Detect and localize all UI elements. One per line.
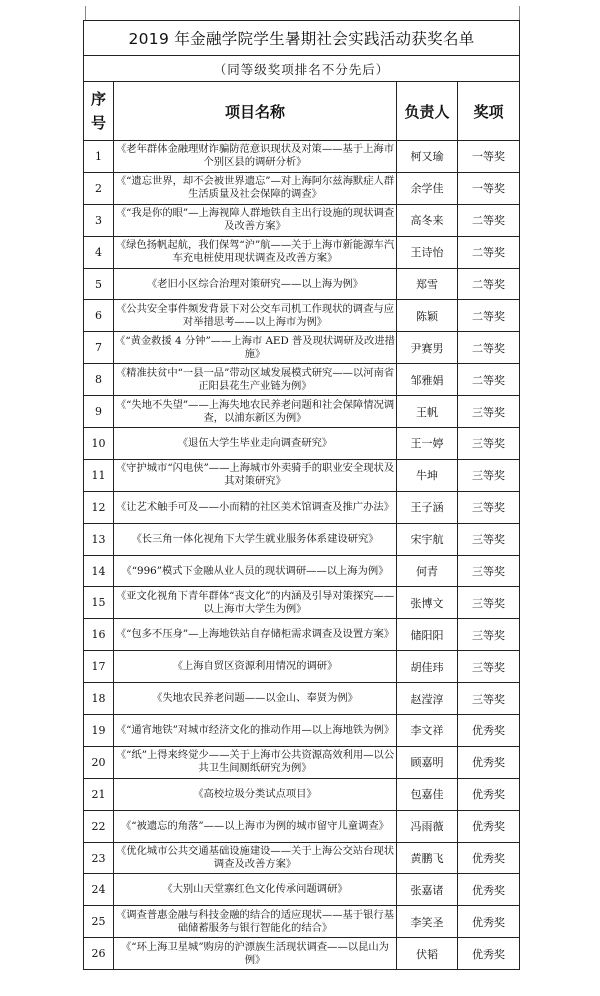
row-leader: 尹赛男 xyxy=(397,332,458,364)
table-row xyxy=(84,810,520,842)
row-award: 优秀奖 xyxy=(458,842,520,874)
row-number: 25 xyxy=(84,906,114,938)
row-project-name: 《“失地不失望”——上海失地农民养老问题和社会保障情况调查，以浦东新区为例》 xyxy=(114,396,397,428)
row-award: 三等奖 xyxy=(458,428,520,460)
row-number: 6 xyxy=(84,300,114,332)
row-number: 5 xyxy=(84,268,114,300)
row-award: 二等奖 xyxy=(458,236,520,268)
row-number: 1 xyxy=(84,141,114,173)
table-row xyxy=(84,364,520,396)
page-corner-mark-right xyxy=(519,6,520,20)
row-award: 二等奖 xyxy=(458,268,520,300)
row-leader: 冯雨薇 xyxy=(397,810,458,842)
row-number: 17 xyxy=(84,651,114,683)
row-leader: 陈颖 xyxy=(397,300,458,332)
table-row xyxy=(84,619,520,651)
row-project-name: 《守护城市“闪电侠”——上海城市外卖骑手的职业安全现状及其对策研究》 xyxy=(114,459,397,491)
row-project-name: 《“通宵地铁”对城市经济文化的推动作用—以上海地铁为例》 xyxy=(114,715,397,747)
row-award: 一等奖 xyxy=(458,172,520,204)
header-num: 序号 xyxy=(84,82,114,141)
row-project-name: 《高校垃圾分类试点项目》 xyxy=(114,778,397,810)
row-number: 23 xyxy=(84,842,114,874)
row-project-name: 《“被遗忘的角落”——以上海市为例的城市留守儿童调查》 xyxy=(114,810,397,842)
row-leader: 顾嘉明 xyxy=(397,746,458,778)
row-leader: 储阳阳 xyxy=(397,619,458,651)
row-leader: 郑雪 xyxy=(397,268,458,300)
row-leader: 包嘉佳 xyxy=(397,778,458,810)
row-project-name: 《长三角一体化视角下大学生就业服务体系建设研究》 xyxy=(114,523,397,555)
row-leader: 余学佳 xyxy=(397,172,458,204)
row-project-name: 《老旧小区综合治理对策研究——以上海为例》 xyxy=(114,268,397,300)
document-title: 2019 年金融学院学生暑期社会实践活动获奖名单 xyxy=(84,21,520,56)
table-row xyxy=(84,491,520,523)
row-project-name: 《优化城市公共交通基础设施建设——关于上海公交站台现状调查及改善方案》 xyxy=(114,842,397,874)
row-number: 8 xyxy=(84,364,114,396)
row-number: 19 xyxy=(84,715,114,747)
row-leader: 张嘉诸 xyxy=(397,874,458,906)
row-award: 优秀奖 xyxy=(458,874,520,906)
row-award: 三等奖 xyxy=(458,396,520,428)
table-header-row xyxy=(84,82,520,141)
row-number: 3 xyxy=(84,204,114,236)
row-leader: 牛坤 xyxy=(397,459,458,491)
table-row xyxy=(84,906,520,938)
row-project-name: 《上海自贸区资源利用情况的调研》 xyxy=(114,651,397,683)
row-project-name: 《亚文化视角下青年群体“丧文化”的内涵及引导对策探究——以上海市大学生为例》 xyxy=(114,587,397,619)
row-project-name: 《大别山天堂寨红色文化传承问题调研》 xyxy=(114,874,397,906)
row-award: 三等奖 xyxy=(458,523,520,555)
row-leader: 柯又瑜 xyxy=(397,141,458,173)
row-leader: 赵滢淳 xyxy=(397,683,458,715)
row-award: 二等奖 xyxy=(458,332,520,364)
row-award: 一等奖 xyxy=(458,141,520,173)
row-leader: 何青 xyxy=(397,555,458,587)
row-project-name: 《“我是你的眼”—上海视障人群地铁自主出行设施的现状调查及改善方案》 xyxy=(114,204,397,236)
table-row xyxy=(84,683,520,715)
document-subtitle: （同等级奖项排名不分先后） xyxy=(84,56,520,82)
row-project-name: 《“遗忘世界，却不会被世界遗忘”—对上海阿尔兹海默症人群生活质量及社会保障的调查》 xyxy=(114,172,397,204)
table-row xyxy=(84,332,520,364)
row-award: 三等奖 xyxy=(458,555,520,587)
table-row xyxy=(84,300,520,332)
header-project: 项目名称 xyxy=(114,82,397,141)
row-number: 14 xyxy=(84,555,114,587)
row-project-name: 《调查普惠金融与科技金融的结合的适应现状——基于银行基础储蓄服务与银行智能化的结合》 xyxy=(114,906,397,938)
table-row xyxy=(84,874,520,906)
row-project-name: 《公共安全事件频发背景下对公交车司机工作现状的调查与应对举措思考——以上海市为例》 xyxy=(114,300,397,332)
table-row xyxy=(84,555,520,587)
table-row xyxy=(84,204,520,236)
table-row xyxy=(84,938,520,970)
row-leader: 李笑圣 xyxy=(397,906,458,938)
table-row xyxy=(84,651,520,683)
row-project-name: 《“纸”上得来终觉少——关于上海市公共资源高效利用—以公共卫生间厕纸研究为例》 xyxy=(114,746,397,778)
row-award: 二等奖 xyxy=(458,364,520,396)
row-award: 二等奖 xyxy=(458,204,520,236)
row-number: 10 xyxy=(84,428,114,460)
row-leader: 李文祥 xyxy=(397,715,458,747)
header-award: 奖项 xyxy=(458,82,520,141)
table-row xyxy=(84,842,520,874)
row-project-name: 《退伍大学生毕业走向调查研究》 xyxy=(114,428,397,460)
row-project-name: 《“环上海卫星城”购房的沪漂族生活现状调查——以昆山为例》 xyxy=(114,938,397,970)
row-leader: 邹雅娟 xyxy=(397,364,458,396)
row-number: 22 xyxy=(84,810,114,842)
table-row xyxy=(84,523,520,555)
award-list-table xyxy=(83,20,520,970)
table-row xyxy=(84,778,520,810)
row-award: 优秀奖 xyxy=(458,715,520,747)
row-award: 二等奖 xyxy=(458,300,520,332)
row-leader: 宋宇航 xyxy=(397,523,458,555)
row-leader: 黄鹏飞 xyxy=(397,842,458,874)
row-leader: 高冬来 xyxy=(397,204,458,236)
row-award: 优秀奖 xyxy=(458,778,520,810)
table-row xyxy=(84,459,520,491)
row-project-name: 《精准扶贫中“一县一品”带动区域发展模式研究——以河南省正阳县花生产业链为例》 xyxy=(114,364,397,396)
row-leader: 王子涵 xyxy=(397,491,458,523)
row-number: 9 xyxy=(84,396,114,428)
row-number: 7 xyxy=(84,332,114,364)
row-project-name: 《失地农民养老问题——以金山、奉贤为例》 xyxy=(114,683,397,715)
table-row xyxy=(84,715,520,747)
table-row xyxy=(84,746,520,778)
row-number: 4 xyxy=(84,236,114,268)
row-award: 优秀奖 xyxy=(458,810,520,842)
row-number: 15 xyxy=(84,587,114,619)
table-row xyxy=(84,172,520,204)
row-number: 26 xyxy=(84,938,114,970)
row-leader: 王一婷 xyxy=(397,428,458,460)
row-number: 24 xyxy=(84,874,114,906)
row-award: 优秀奖 xyxy=(458,938,520,970)
row-number: 21 xyxy=(84,778,114,810)
row-project-name: 《让艺术触手可及——小而精的社区美术馆调查及推广办法》 xyxy=(114,491,397,523)
row-project-name: 《“996”模式下金融从业人员的现状调研——以上海为例》 xyxy=(114,555,397,587)
row-leader: 张博文 xyxy=(397,587,458,619)
row-project-name: 《“黄金救援 4 分钟”——上海市 AED 普及现状调研及改进措施》 xyxy=(114,332,397,364)
table-row xyxy=(84,396,520,428)
row-award: 三等奖 xyxy=(458,459,520,491)
row-number: 13 xyxy=(84,523,114,555)
row-number: 11 xyxy=(84,459,114,491)
row-leader: 伏韬 xyxy=(397,938,458,970)
table-row xyxy=(84,236,520,268)
row-number: 12 xyxy=(84,491,114,523)
table-row xyxy=(84,268,520,300)
row-project-name: 《“包多不压身”—上海地铁站自存储柜需求调查及设置方案》 xyxy=(114,619,397,651)
row-leader: 王帆 xyxy=(397,396,458,428)
row-award: 三等奖 xyxy=(458,683,520,715)
row-number: 20 xyxy=(84,746,114,778)
header-leader: 负责人 xyxy=(397,82,458,141)
row-project-name: 《老年群体金融理财诈骗防范意识现状及对策——基于上海市个别区县的调研分析》 xyxy=(114,141,397,173)
row-project-name: 《绿色扬帆起航，我们保驾“沪”航——关于上海市新能源车汽车充电桩使用现状调查及改善方案》 xyxy=(114,236,397,268)
row-award: 三等奖 xyxy=(458,619,520,651)
table-row xyxy=(84,428,520,460)
table-row xyxy=(84,587,520,619)
row-leader: 胡佳玮 xyxy=(397,651,458,683)
row-award: 三等奖 xyxy=(458,651,520,683)
row-number: 16 xyxy=(84,619,114,651)
row-award: 三等奖 xyxy=(458,587,520,619)
row-number: 18 xyxy=(84,683,114,715)
row-number: 2 xyxy=(84,172,114,204)
page-corner-mark-left xyxy=(85,6,86,20)
row-award: 三等奖 xyxy=(458,491,520,523)
row-award: 优秀奖 xyxy=(458,906,520,938)
row-award: 优秀奖 xyxy=(458,746,520,778)
table-row xyxy=(84,141,520,173)
row-leader: 王诗怡 xyxy=(397,236,458,268)
